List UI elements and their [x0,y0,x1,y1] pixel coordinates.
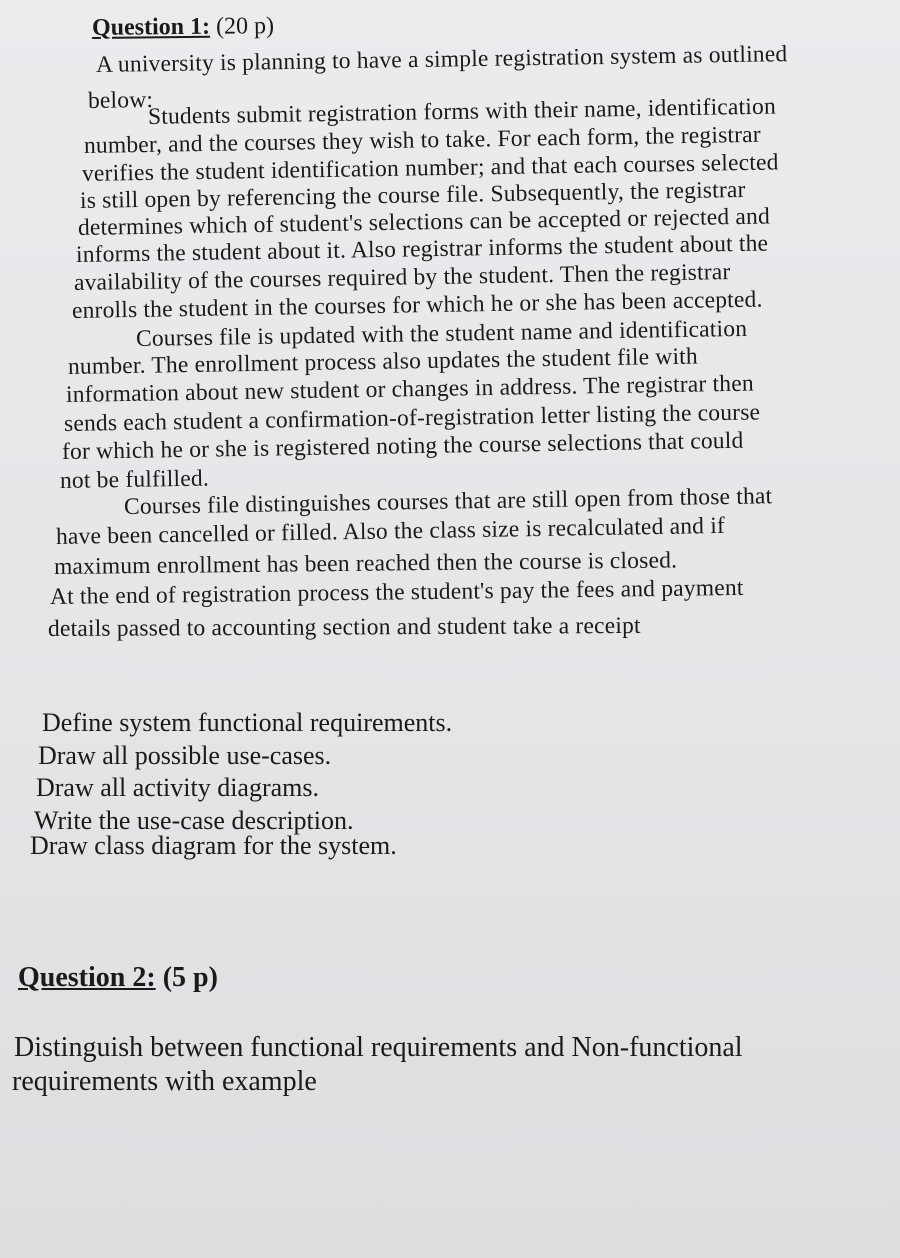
body-line: verifies the student identification number; and that each courses selected [81,149,779,187]
question-2-heading [18,962,218,994]
question-1-heading [92,13,274,42]
body-line: determines which of student's selections can be accepted or rejected and [77,203,771,241]
body-line: At the end of registration process the student's pay the fees and payment [49,574,744,610]
body-line: Distinguish between functional requirements and Non-functional [14,1032,743,1063]
task-item: Draw all possible use-cases. [38,741,332,770]
task-item: Draw all activity diagrams. [36,773,320,802]
body-line: not be fulfilled. [59,465,210,494]
task-item: Draw class diagram for the system. [30,831,397,860]
task-item: Write the use-case description. [34,806,354,835]
question-1-points: (20 p) [215,13,275,40]
body-line: number, and the courses they wish to take. For each form, the registrar [83,121,762,159]
body-line: is still open by referencing the course file. Subsequently, the registrar [79,176,746,214]
question-1-label: Question 1: [91,13,211,41]
body-line: below: [87,86,154,114]
body-line: maximum enrollment has been reached then the course is closed. [53,547,678,580]
body-line: Students submit registration forms with their name, identification [147,93,777,130]
task-item: Define system functional requirements. [42,708,453,737]
body-line: details passed to accounting section and student take a receipt [47,612,641,642]
body-line: have been cancelled or filled. Also the class size is recalculated and if [55,512,726,550]
body-line: information about new student or changes in address. The registrar then [65,370,755,408]
body-line: availability of the courses required by the student. Then the registrar [73,259,731,296]
body-line: enrolls the student in the courses for which he or she has been accepted. [71,286,763,324]
body-line: number. The enrollment process also updates the student file with [67,343,699,380]
question-2-points: (5 p) [162,962,218,993]
body-line: sends each student a confirmation-of-registration letter listing the course [63,399,761,437]
body-line: requirements with example [12,1066,317,1097]
body-line: for which he or she is registered noting the course selections that could [61,427,744,465]
body-line: Courses file is updated with the student name and identification [135,315,748,352]
body-line: Courses file distinguishes courses that are still open from those that [123,483,773,520]
question-2-label: Question 2: [18,962,156,993]
body-line: informs the student about it. Also registrar informs the student about the [75,230,769,268]
body-line: A university is planning to have a simple registration system as outlined [95,41,788,78]
